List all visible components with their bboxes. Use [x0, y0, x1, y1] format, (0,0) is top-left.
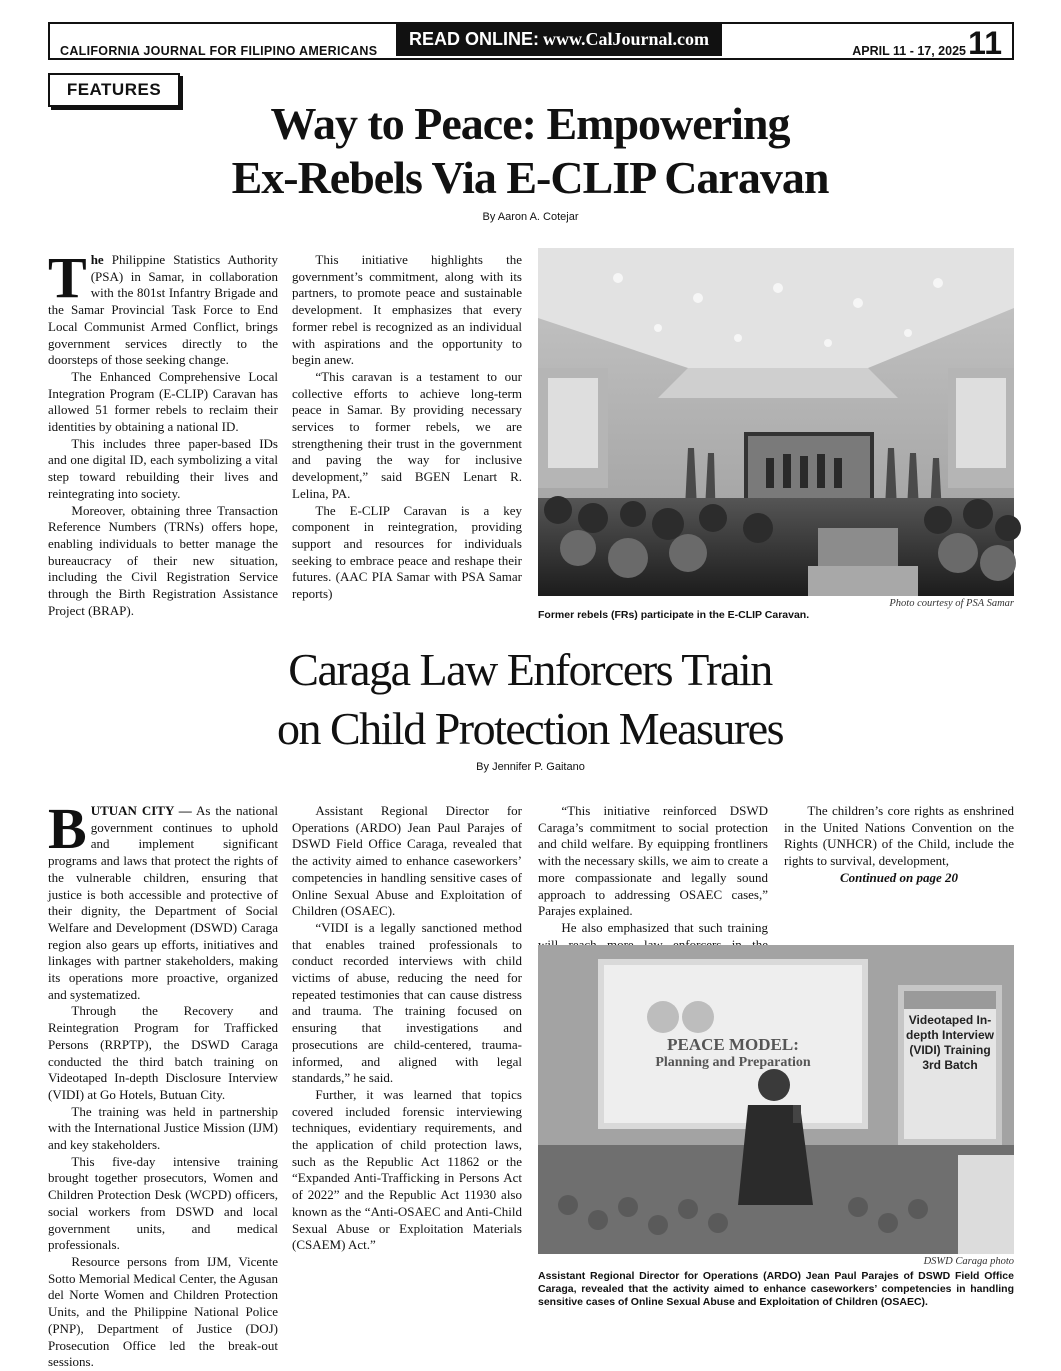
article1-paragraph: The E-CLIP Caravan is a key component in reintegration, providing support and resources for individuals seeking to embrace peace and reshape their futures. (AAC PIA Samar with PSA Samar reports) [292, 502, 522, 602]
article2-photo-credit: DSWD Caraga photo [923, 1256, 1014, 1267]
training-banner: Videotaped In-depth Interview (VIDI) Training 3rd Batch [906, 1013, 995, 1072]
article2-paragraph: “This initiative reinforced DSWD Caraga’s commitment to social protection and child welfare. By equipping frontliners with the necessary skills, we aim to create a more compassionate and legally sound approach to addressing OSAEC cases,” Parajes explained. [538, 803, 768, 919]
article1-lead: he [90, 252, 104, 267]
article2-paragraph: The training was held in partnership with the International Justice Mission (IJM) and key stakeholders. [48, 1103, 278, 1153]
masthead [48, 22, 1014, 60]
article1-title-line1: Way to Peace: Empowering [270, 98, 790, 149]
article1-paragraph: Philippine Statistics Authority (PSA) in Samar, in collaboration with the 801st Infantry Brigade and the Samar Provincial Task Force to End Local Communist Armed Conflict, brings government services directly to the doorsteps of those seeking change. [48, 252, 279, 368]
slide-subtitle: Planning and Preparation [655, 1055, 811, 1070]
article1-paragraph: This includes three paper-based IDs and one digital ID, each symbolizing a vital step toward rebuilding their lives and reintegrating into society. [48, 435, 278, 501]
continued-note[interactable]: Continued on page 20 [839, 869, 959, 885]
page-number: 11 [968, 25, 1002, 61]
article1-dropcap: T [48, 245, 87, 310]
vidi-training-photo [538, 945, 1014, 1254]
article1-column-1 [48, 245, 279, 619]
article1-paragraph: This initiative highlights the government’s commitment, along with its partners, to promote peace and sustainable development. It emphasizes that every former rebel is recognized as an individual with aspirations and the opportunity to begin anew. [292, 252, 522, 368]
article2-photo-caption: Assistant Regional Director for Operations (ARDO) Jean Paul Parajes of DSWD Field Office Caraga, revealed that the activity aimed to enhance caseworkers’ competencies in handling sensitive cases of Online Sexual Abuse and Exploitation of Children (OSAEC). [538, 1270, 1014, 1308]
article1-column-2 [292, 252, 522, 603]
article2-paragraph: Assistant Regional Director for Operations (ARDO) Jean Paul Parajes of DSWD Field Office Caraga, revealed that the activity aimed to enhance caseworkers’ competencies in handling sensitive cases of Online Sexual Abuse and Exploitation of Children (OSAEC). [292, 803, 522, 919]
article1-paragraph: The Enhanced Comprehensive Local Integration Program (E-CLIP) Caravan has allowed 51 former rebels to reclaim their identities by obtaining a national ID. [48, 368, 278, 435]
slide-title: PEACE MODEL: [667, 1035, 799, 1054]
read-online-label: READ ONLINE: [409, 29, 539, 49]
article2-paragraph: Further, it was learned that topics covered included forensic interviewing techniques, evidentiary requirements, and the application of child protection laws, such as the Republic Act 11862 or the “Expanded Anti-Trafficking in Persons Act of 2022” and the Republic Act 11930 also known as the “Anti-OSAEC and Anti-Child Sexual Abuse or Exploitation Materials (CSAEM) Act.” [292, 1086, 522, 1253]
article2-title-line1: Caraga Law Enforcers Train [288, 644, 772, 695]
section-label: FEATURES [48, 73, 180, 107]
article1-photo-caption: Former rebels (FRs) participate in the E-CLIP Caravan. [538, 609, 810, 621]
article1-title-line2: Ex-Rebels Via E-CLIP Caravan [231, 152, 829, 203]
article2-title-line2: on Child Protection Measures [276, 703, 784, 754]
eclip-caravan-image [538, 248, 1014, 596]
slide-text [604, 1035, 862, 1071]
article2-paragraph: He also emphasized that such training [561, 919, 768, 935]
read-online-banner [396, 22, 722, 56]
article1-photo-credit: Photo courtesy of PSA Samar [889, 598, 1014, 609]
article2-paragraph: Resource persons from IJM, Vicente Sotto Memorial Medical Center, the Agusan del Norte Women and Children Protection Units, and the Philippine National Police (PNP), Department of Justice (DOJ) Prosecution Office led the break-out sessions. [48, 1253, 278, 1370]
article1-paragraph: Moreover, obtaining three Transaction Reference Numbers (TRNs) offers hope, enabling individuals to better manage the bureaucracy of their new situation, including the Civil Registration Service through the Birth Registration Assistance Project (BRAP). [48, 502, 278, 618]
article2-column-4 [784, 803, 1014, 887]
article1-byline: By Aaron A. Cotejar [482, 211, 579, 223]
article2-paragraph: “VIDI is a legally sanctioned method that enables trained professionals to conduct recorded interviews with child victims of abuse, reducing the need for repeated testimonies that can cause distress and trauma. The training focused on ensuring that investigations and prosecutions are child-centered, trauma-informed, and aligned with legal standards,” he said. [292, 919, 522, 1086]
article2-paragraph: This five-day intensive training brought together prosecutors, Women and Children Protection Desk (WCPD) officers, social workers from DSWD and local government units, and medical professionals. [48, 1153, 278, 1253]
publication-name: CALIFORNIA JOURNAL FOR FILIPINO AMERICANS [60, 44, 378, 58]
article2-byline: By Jennifer P. Gaitano [476, 761, 585, 773]
article2-column-1 [48, 796, 278, 1371]
article2-column-2 [292, 803, 522, 1254]
vidi-training-image [538, 945, 1014, 1254]
article2-paragraph: The children’s core rights as enshrined in the United Nations Convention on the Rights (UNHCR) of the Child, include the rights to survival, development, [784, 803, 1014, 869]
article2-paragraph: As the national government continues to uphold and implement significant programs and laws that protect the rights of the vulnerable children, ensuring that justice is both accessible and protective of their dignity, the Department of Social Welfare and Development (DSWD) Caraga region also gears up efforts, initiatives and linkages with partner stakeholders, making its operations more proactive, organized and systematized. [48, 803, 278, 1002]
article2-paragraph: Through the Recovery and Reintegration Program for Trafficked Persons (RRPTP), the DSWD Caraga conducted the third batch training on Videotaped In-depth Disclosure Interview (VIDI) at Go Hotels, Butuan City. [48, 1003, 278, 1102]
issue-date: APRIL 11 - 17, 2025 [852, 44, 966, 58]
article1-paragraph: “This caravan is a testament to our collective efforts to achieve long-term peace in Samar. By providing necessary services to former rebels, we are strengthening their trust in the government and paving the way for inclusive development,” said BGEN Lenart R. Lelina, PA. [292, 368, 522, 501]
article2-dropcap: B [48, 796, 87, 861]
website-link[interactable]: www.CalJournal.com [543, 29, 709, 49]
article2-lead: UTUAN CITY — [90, 803, 192, 818]
eclip-caravan-photo [538, 248, 1014, 596]
